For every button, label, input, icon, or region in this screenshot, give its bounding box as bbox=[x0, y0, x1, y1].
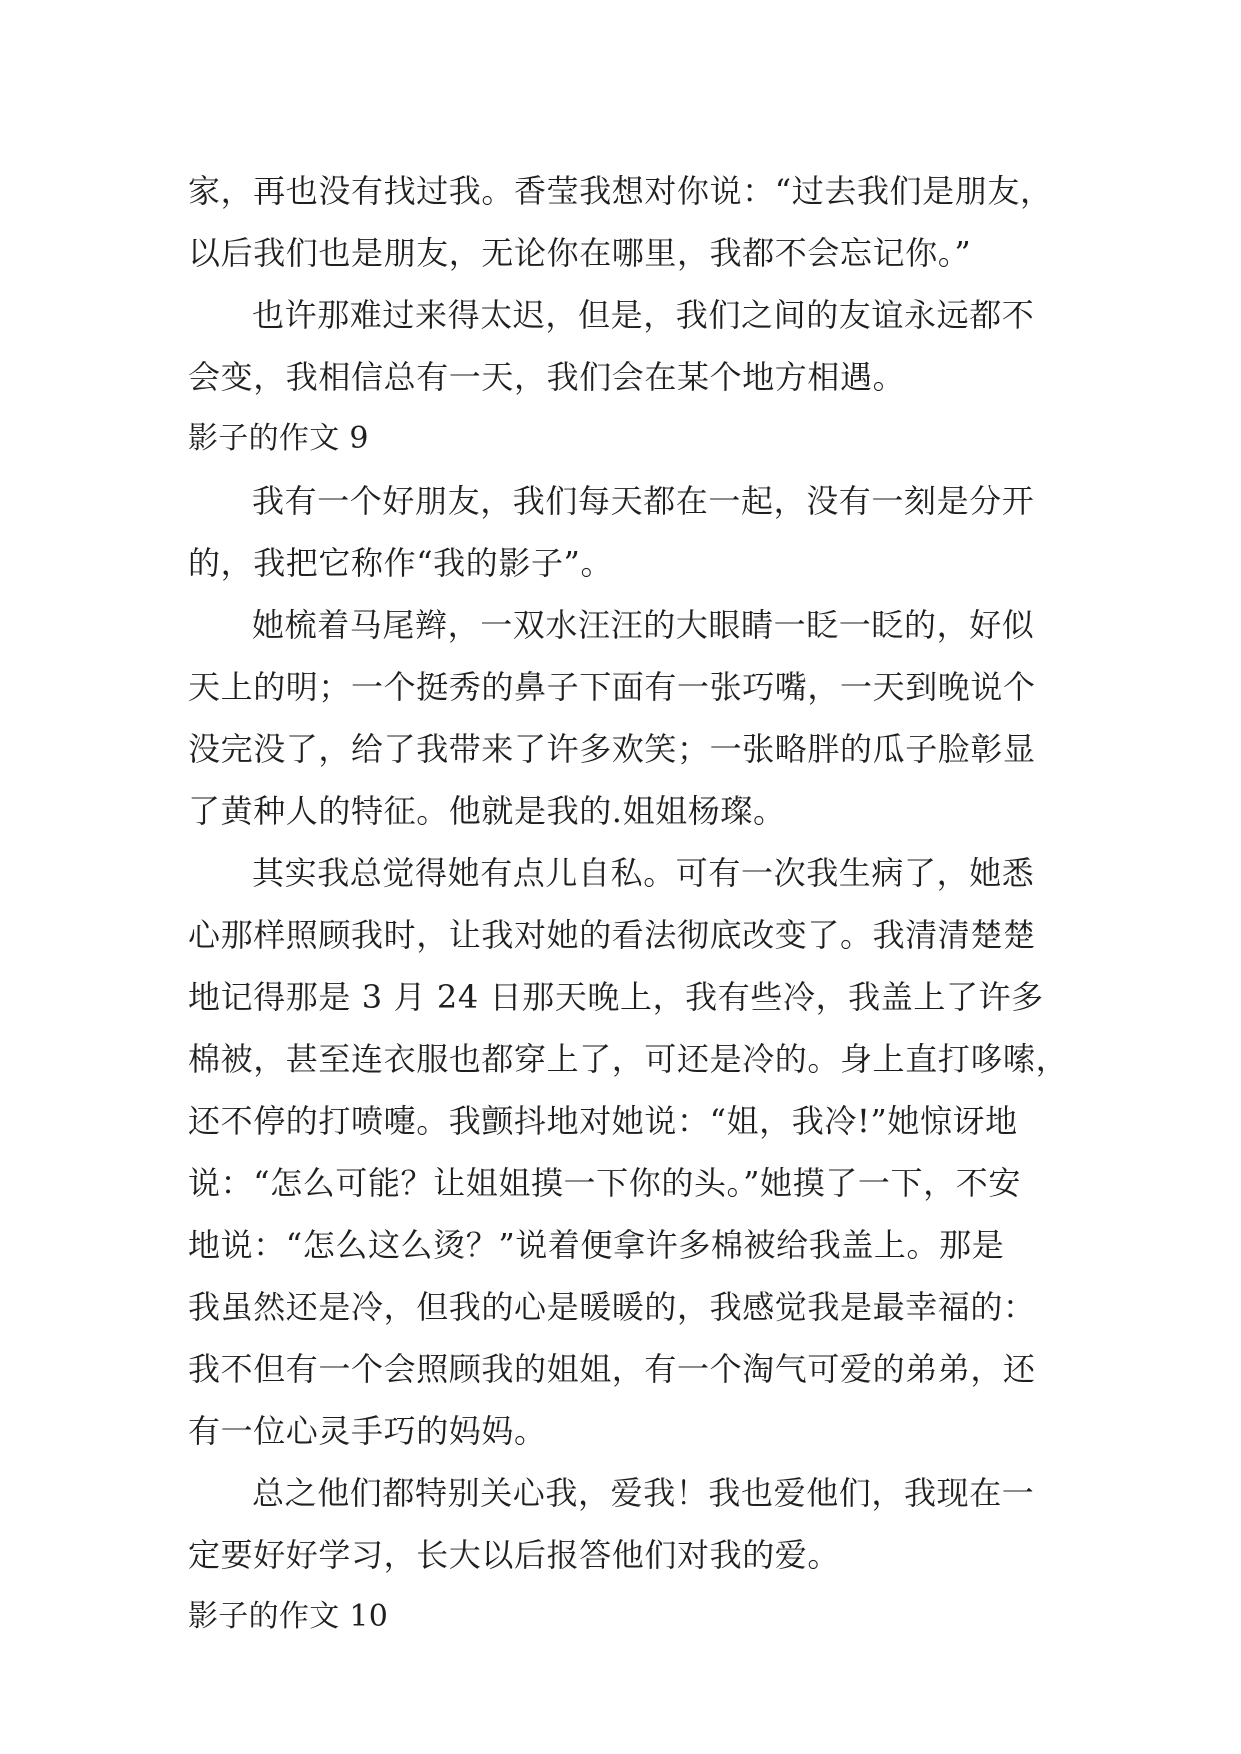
paragraph-line: 也许那难过来得太迟，但是，我们之间的友谊永远都不 bbox=[252, 296, 1035, 334]
paragraph-line: 以后我们也是朋友，无论你在哪里，我都不会忘记你。” bbox=[188, 234, 972, 272]
paragraph-line: 我虽然还是冷，但我的心是暖暖的，我感觉我是最幸福的： bbox=[188, 1288, 1036, 1326]
paragraph-line: 定要好好学习，长大以后报答他们对我的爱。 bbox=[188, 1536, 841, 1574]
paragraph-line: 我有一个好朋友，我们每天都在一起，没有一刻是分开 bbox=[252, 482, 1035, 520]
section-heading: 影子的作文 10 bbox=[188, 1599, 389, 1634]
paragraph-line: 还不停的打喷嚏。我颤抖地对她说：“姐，我冷!”她惊讶地 bbox=[188, 1102, 1018, 1140]
paragraph-line: 了黄种人的特征。他就是我的.姐姐杨璨。 bbox=[188, 792, 786, 830]
section-heading: 影子的作文 9 bbox=[188, 421, 369, 456]
paragraph-line: 的，我把它称作“我的影子”。 bbox=[188, 544, 614, 582]
paragraph-line: 其实我总觉得她有点儿自私。可有一次我生病了，她悉 bbox=[252, 854, 1035, 892]
paragraph-line: 心那样照顾我时，让我对她的看法彻底改变了。我清清楚楚 bbox=[188, 916, 1036, 954]
paragraph-line: 地记得那是 3 月 24 日那天晚上，我有些冷，我盖上了许多 bbox=[188, 978, 1044, 1016]
document-body bbox=[188, 160, 1068, 1648]
paragraph-line: 我不但有一个会照顾我的姐姐，有一个淘气可爱的弟弟，还 bbox=[188, 1350, 1036, 1388]
paragraph-line: 家，再也没有找过我。香莹我想对你说：“过去我们是朋友， bbox=[188, 172, 1053, 210]
paragraph-line: 地说：“怎么这么烫？”说着便拿许多棉被给我盖上。那是 bbox=[188, 1226, 1005, 1264]
paragraph-line: 有一位心灵手巧的妈妈。 bbox=[188, 1412, 547, 1450]
paragraph-line: 总之他们都特别关心我，爱我！我也爱他们，我现在一 bbox=[252, 1474, 1035, 1512]
paragraph-line: 天上的明；一个挺秀的鼻子下面有一张巧嘴，一天到晚说个 bbox=[188, 668, 1036, 706]
paragraph-line: 棉被，甚至连衣服也都穿上了，可还是冷的。身上直打哆嗦， bbox=[188, 1040, 1069, 1078]
paragraph-line: 她梳着马尾辫，一双水汪汪的大眼睛一眨一眨的，好似 bbox=[252, 606, 1035, 644]
paragraph-line: 会变，我相信总有一天，我们会在某个地方相遇。 bbox=[188, 358, 906, 396]
paragraph-line: 说：“怎么可能？让姐姐摸一下你的头。”她摸了一下，不安 bbox=[188, 1164, 1021, 1202]
paragraph-line: 没完没了，给了我带来了许多欢笑；一张略胖的瓜子脸彰显 bbox=[188, 730, 1036, 768]
